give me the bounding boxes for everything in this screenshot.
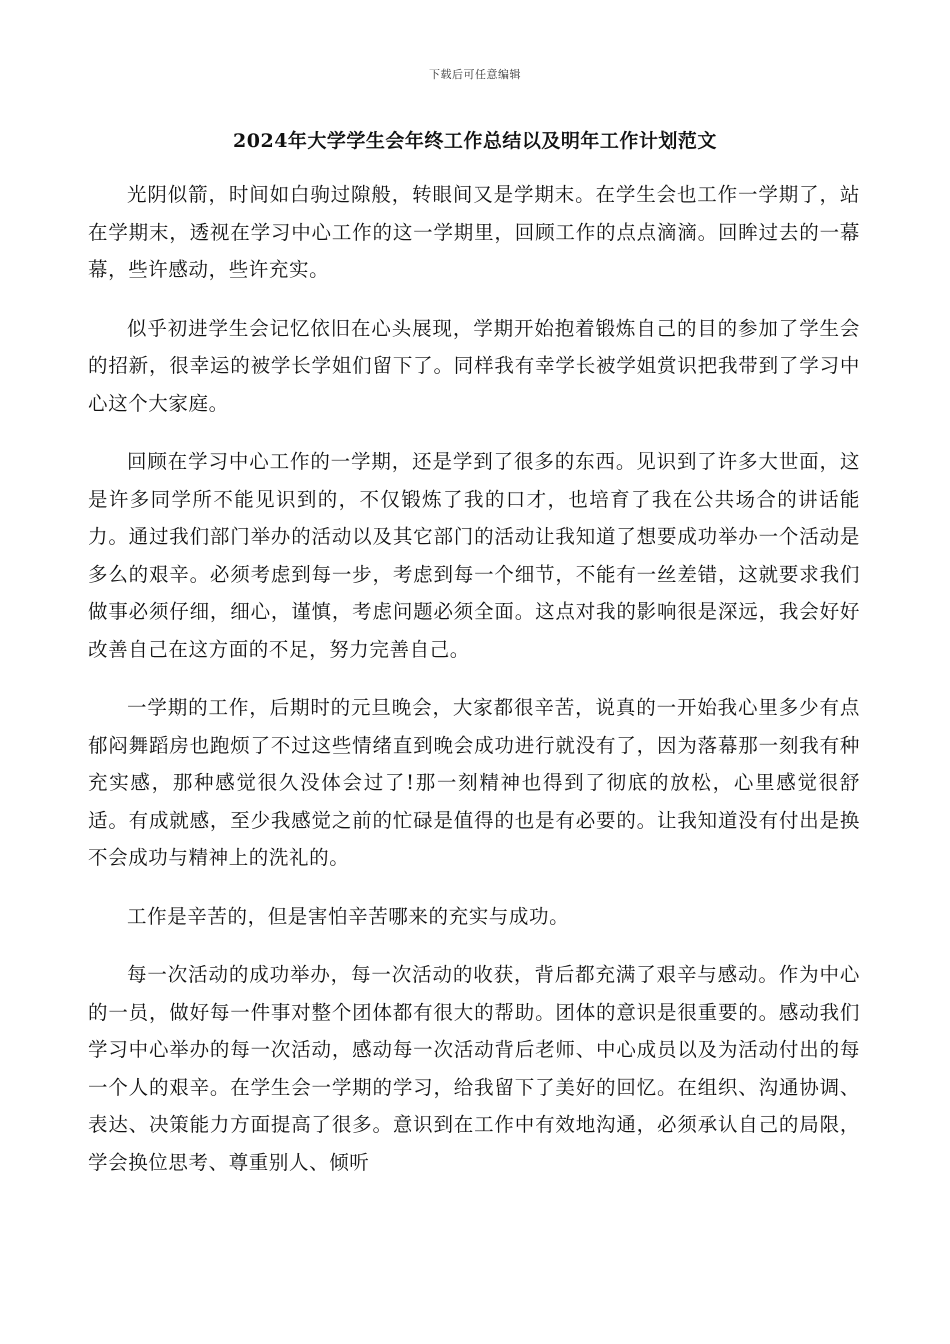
paragraph-4: 一学期的工作，后期时的元旦晚会，大家都很辛苦，说真的一开始我心里多少有点郁闷舞蹈房也跑烦了不过这些情绪直到晚会成功进行就没有了，因为落幕那一刻我有种充实感，那种感觉很久没体会过了!那一刻精神也得到了彻底的放松，心里感觉很舒适。有成就感，至少我感觉之前的忙碌是值得的也是有必要的。让我知道没有付出是换不会成功与精神上的洗礼的。 bbox=[88, 696, 860, 869]
paragraph-5: 工作是辛苦的，但是害怕辛苦哪来的充实与成功。 bbox=[127, 904, 570, 928]
paragraph-3: 回顾在学习中心工作的一学期，还是学到了很多的东西。见识到了许多大世面，这是许多同学所不能见识到的，不仅锻炼了我的口才，也培育了我在公共场合的讲话能力。通过我们部门举办的活动以及其它部门的活动让我知道了想要成功举办一个活动是多么的艰辛。必须考虑到每一步，考虑到每一个细节，不能有一丝差错，这就要求我们做事必须仔细，细心，谨慎，考虑问题必须全面。这点对我的影响很是深远，我会好好改善自己在这方面的不足，努力完善自己。 bbox=[88, 450, 860, 661]
header-note: 下载后可任意编辑 bbox=[429, 68, 521, 81]
document-title: 2024年大学学生会年终工作总结以及明年工作计划范文 bbox=[233, 130, 717, 152]
document-body bbox=[88, 176, 860, 1202]
paragraph-1: 光阴似箭，时间如白驹过隙般，转眼间又是学期末。在学生会也工作一学期了，站在学期末，透视在学习中心工作的这一学期里，回顾工作的点点滴滴。回眸过去的一幕幕，些许感动，些许充实。 bbox=[88, 183, 860, 281]
paragraph-6: 每一次活动的成功举办，每一次活动的收获，背后都充满了艰辛与感动。作为中心的一员，做好每一件事对整个团体都有很大的帮助。团体的意识是很重要的。感动我们学习中心举办的每一次活动，感动每一次活动背后老师、中心成员以及为活动付出的每一个人的艰辛。在学生会一学期的学习，给我留下了美好的回忆。在组织、沟通协调、表达、决策能力方面提高了很多。意识到在工作中有效地沟通，必须承认自己的局限，学会换位思考、尊重别人、倾听 bbox=[88, 963, 860, 1174]
paragraph-2: 似乎初进学生会记忆依旧在心头展现，学期开始抱着锻炼自己的目的参加了学生会的招新，很幸运的被学长学姐们留下了。同样我有幸学长被学姐赏识把我带到了学习中心这个大家庭。 bbox=[88, 316, 860, 415]
